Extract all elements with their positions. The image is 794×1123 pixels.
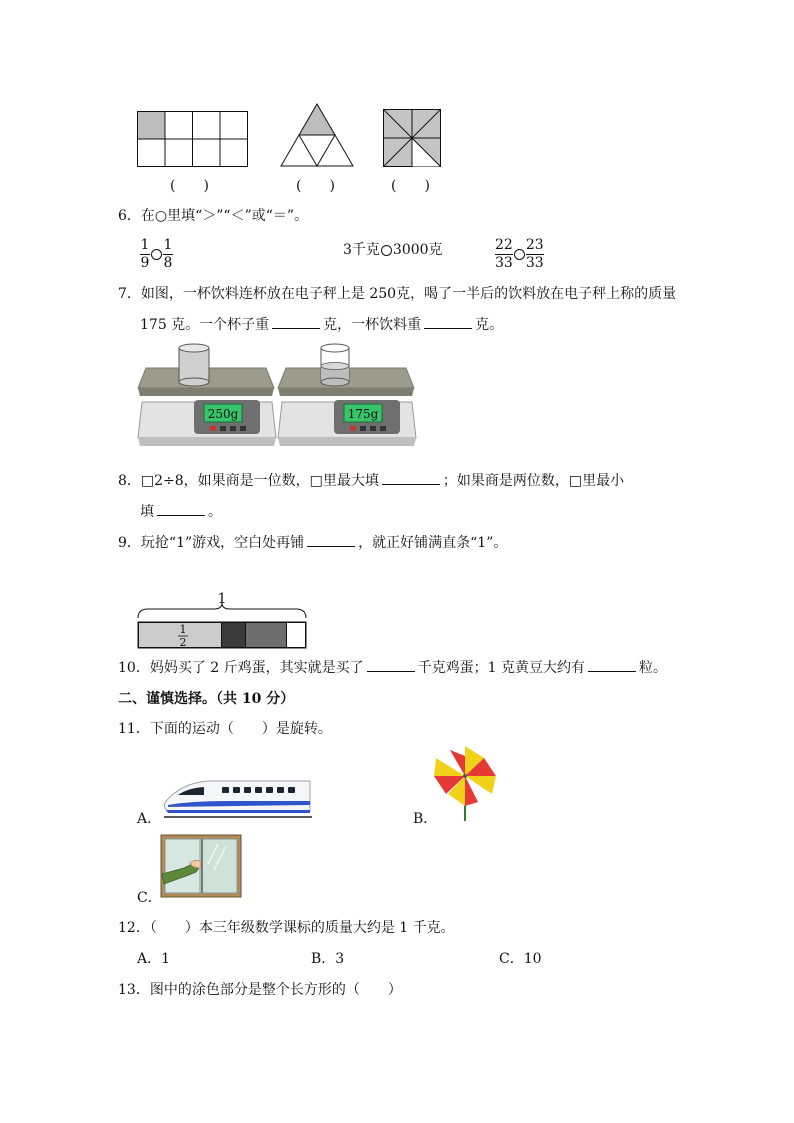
q13-stem: 13．图中的涂色部分是整个长方形的（ ） [118, 982, 402, 998]
electronic-scale-2 [276, 342, 418, 450]
bar-top-label: 1 [217, 591, 227, 607]
q6-compare-b: 3千克 3000克 [343, 242, 443, 258]
half-denominator: 2 [179, 636, 187, 649]
fraction: $\frac{1}{9}$ [140, 237, 150, 271]
q12-option-b[interactable]: B．3 [311, 951, 345, 967]
q8-line1: 8．□2÷8，如果商是一位数，□里最大填 ；如果商是两位数，□里最小 [118, 473, 625, 489]
section-title: 二、谨慎选择。（共 10 分） [118, 691, 295, 707]
answer-paren-1[interactable]: ( ) [170, 178, 209, 194]
q7-line1: 7．如图，一杯饮料连杯放在电子秤上是 250克，喝了一半后的饮料放在电子秤上称的质量 [118, 286, 677, 302]
dark-segment [222, 623, 246, 648]
q10-stem: 10．妈妈买了 2 斤鸡蛋，其实就是买了 千克鸡蛋；1 克黄豆大约有 粒。 [118, 660, 667, 676]
blank-segment[interactable] [287, 623, 306, 648]
answer-paren-2[interactable]: ( ) [296, 178, 335, 194]
scale-reading-1: 250g [207, 407, 239, 421]
half-numerator: 1 [179, 623, 187, 636]
answer-paren-3[interactable]: ( ) [391, 178, 430, 194]
q6-stem: 6．在○里填“＞”“＜”或“＝”。 [118, 208, 309, 224]
compare-circle[interactable] [151, 249, 162, 260]
answer-blank[interactable] [382, 472, 440, 485]
q6-compare-a [140, 238, 173, 271]
brace [138, 603, 306, 618]
number-one-bar-diagram [136, 588, 308, 650]
answer-blank[interactable] [157, 503, 205, 516]
option-b-label[interactable]: B． [413, 811, 438, 827]
shaded-triangle [299, 104, 335, 135]
q11-stem: 11．下面的运动（ ）是旋转。 [118, 721, 332, 737]
answer-blank[interactable] [367, 659, 415, 672]
answer-blank[interactable] [424, 316, 472, 329]
grid-rectangle-figure [137, 111, 249, 167]
gray-segment [246, 623, 287, 648]
triangle-figure [280, 103, 354, 167]
answer-blank[interactable] [588, 659, 636, 672]
q12-option-c[interactable]: C．10 [499, 951, 542, 967]
fraction: $\frac{23}{33}$ [525, 237, 544, 271]
option-a-label[interactable]: A． [137, 811, 162, 827]
q9-stem: 9．玩抢“1”游戏，空白处再铺 ，就正好铺满直条“1”。 [118, 535, 508, 551]
compare-circle[interactable] [514, 249, 525, 260]
option-c-label[interactable]: C． [137, 890, 162, 906]
shaded-cell [138, 112, 166, 140]
answer-blank[interactable] [272, 316, 320, 329]
pinwheel-image [432, 744, 498, 822]
q12-stem: 12．（ ）本三年级数学课标的质量大约是 1 千克。 [118, 920, 455, 936]
q12-option-a[interactable]: A．1 [137, 951, 171, 967]
square-eighths-figure [383, 109, 441, 167]
scale-reading-2: 175g [347, 407, 379, 421]
q7-line2: 175 克。一个杯子重 克，一杯饮料重 克。 [140, 317, 504, 333]
fraction: $\frac{22}{33}$ [495, 237, 513, 271]
bullet-train-image [160, 775, 312, 819]
q6-compare-c [495, 238, 544, 271]
answer-blank[interactable] [307, 534, 355, 547]
fraction: $\frac{1}{8}$ [163, 237, 173, 271]
electronic-scale-1 [136, 342, 278, 450]
q8-line2: 填 。 [140, 504, 222, 520]
compare-circle[interactable] [381, 245, 392, 256]
sliding-window-image [160, 834, 242, 898]
